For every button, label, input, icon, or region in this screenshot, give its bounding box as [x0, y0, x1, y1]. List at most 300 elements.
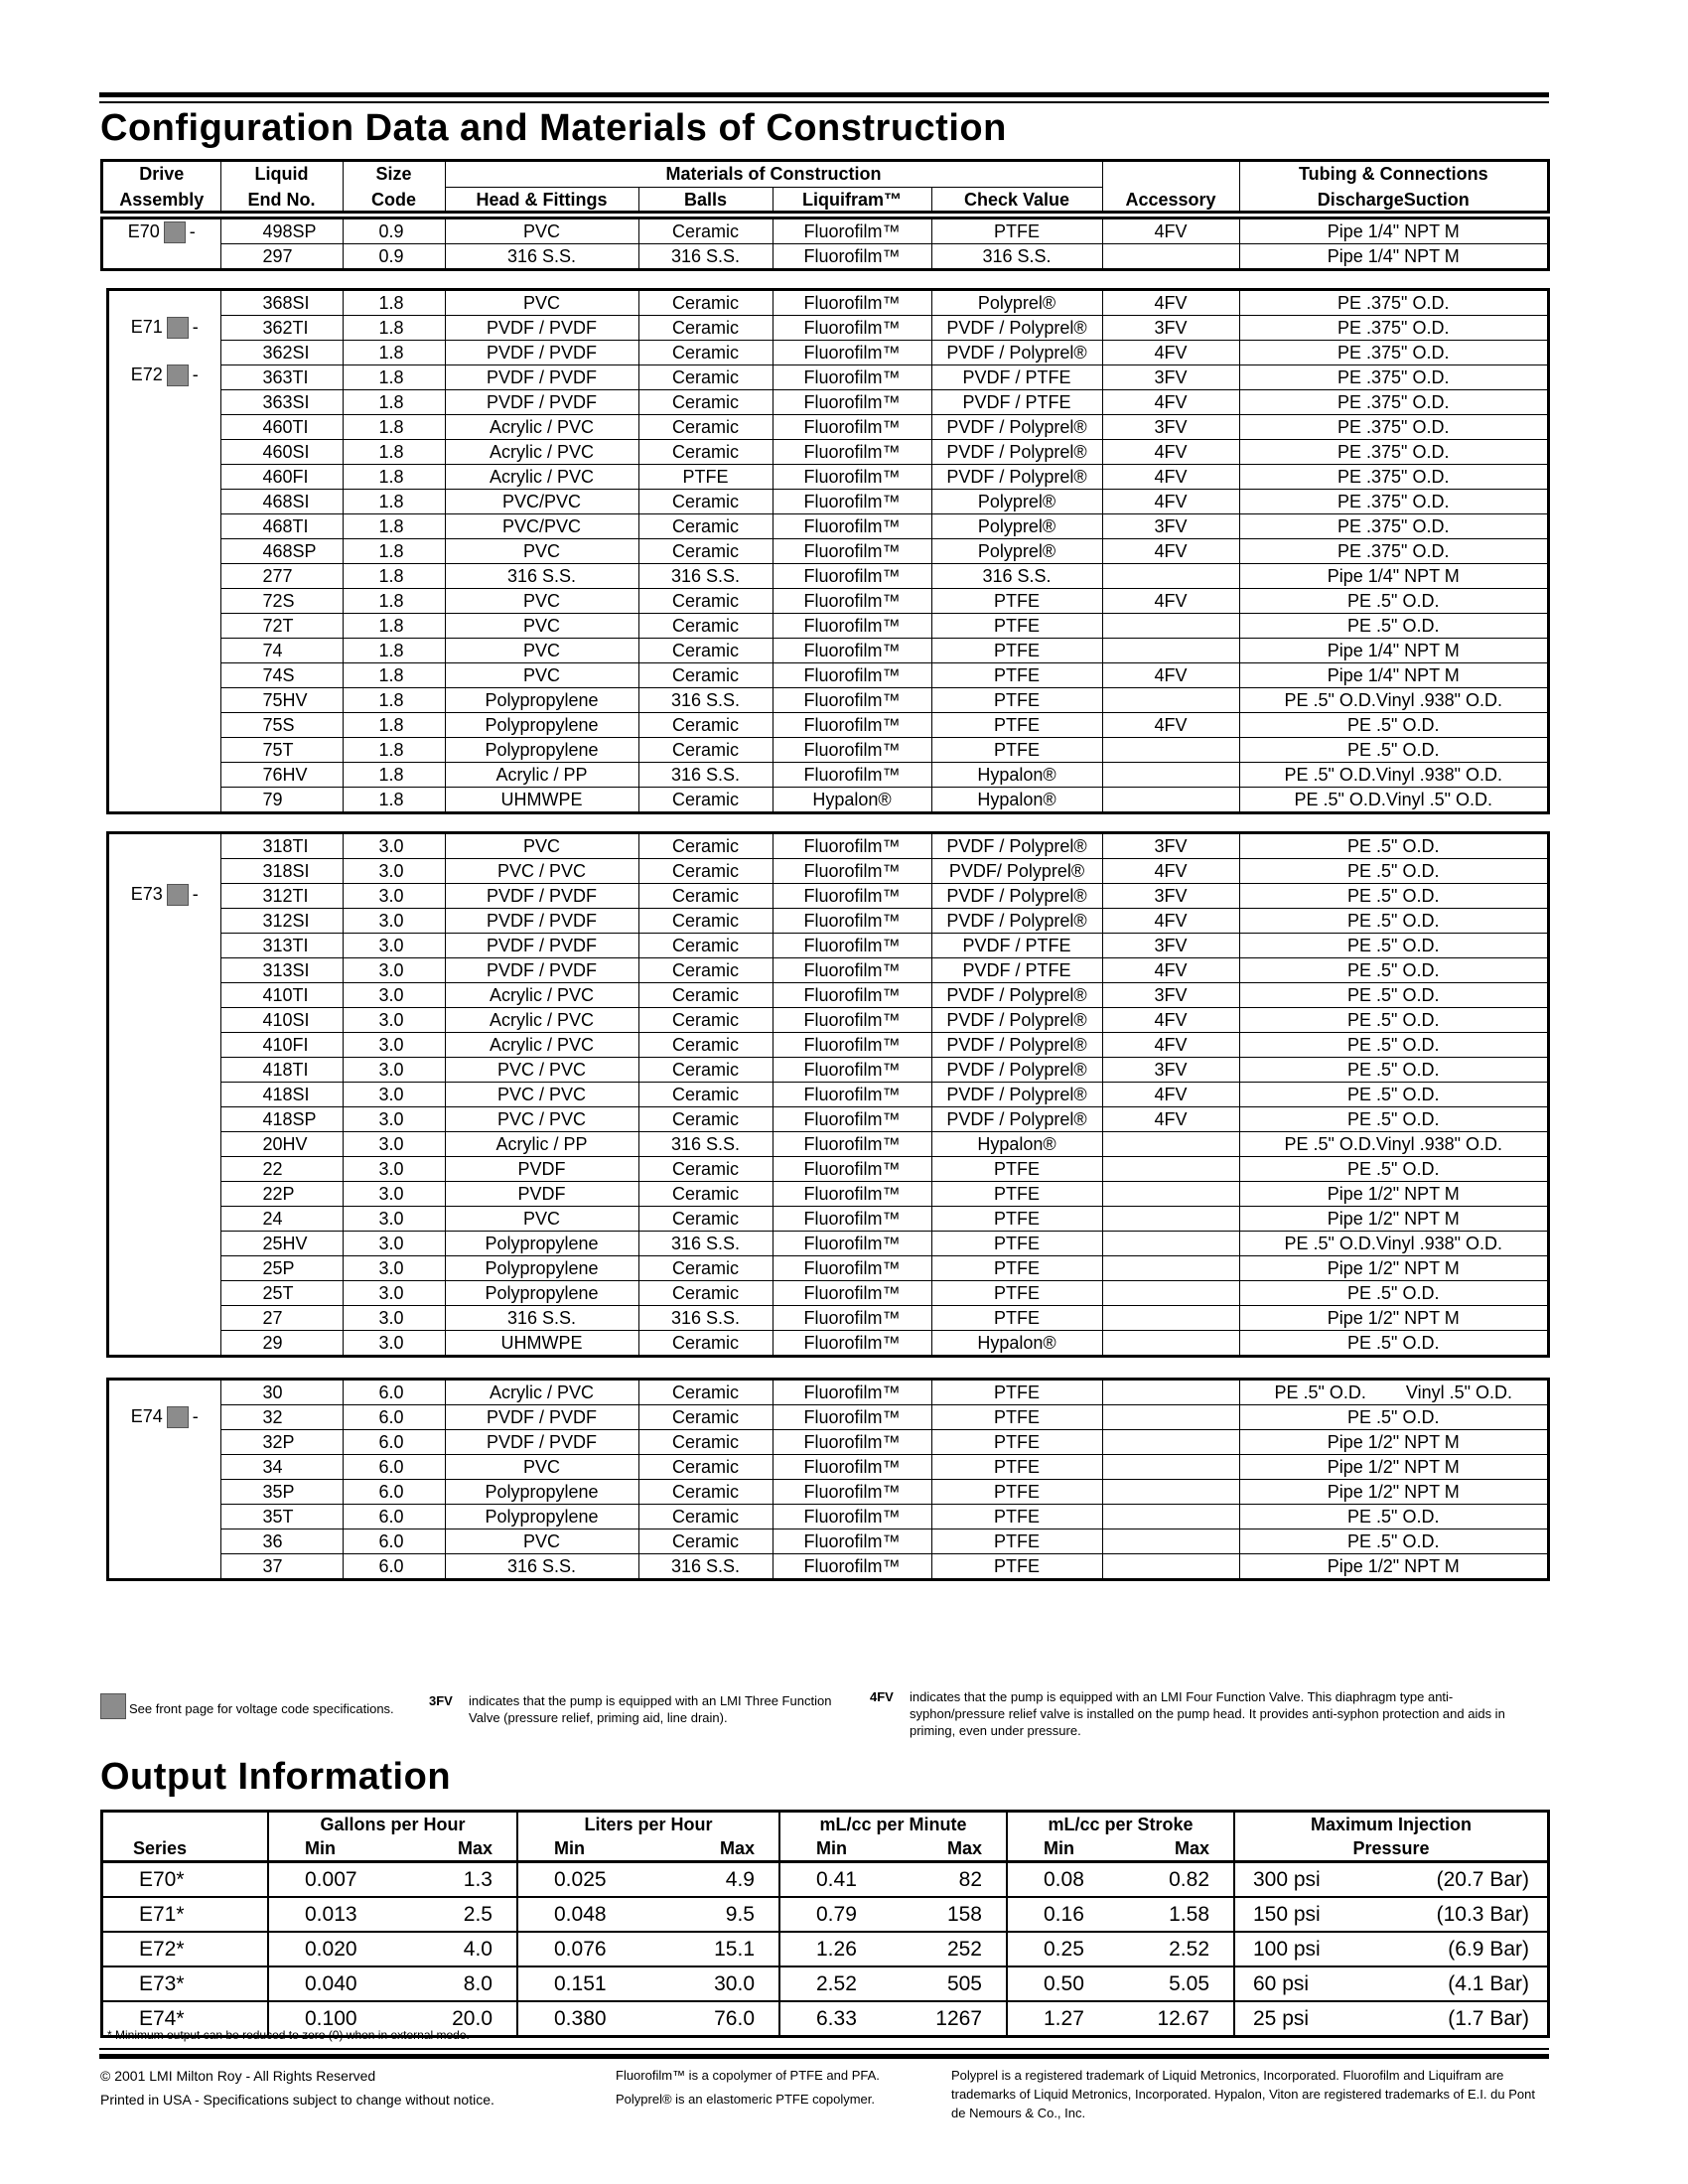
balls-cell: Ceramic [638, 934, 773, 958]
tubing-cell: Pipe 1/4" NPT M [1239, 564, 1547, 589]
output-max-cell: 76.0 [652, 2001, 779, 2035]
table-row [109, 834, 1547, 859]
voltage-swatch-icon [167, 317, 189, 339]
table-row [109, 1480, 1547, 1505]
tubing-cell: PE .5" O.D. [1239, 1083, 1547, 1107]
accessory-cell: 4FV [1102, 713, 1239, 738]
size-code-cell: 6.0 [343, 1529, 445, 1554]
size-code-cell: 6.0 [343, 1405, 445, 1430]
liquid-end-cell: 29 [220, 1331, 343, 1356]
head-fittings-cell: PVC [445, 291, 638, 316]
accessory-cell: 4FV [1102, 1107, 1239, 1132]
head-fittings-cell: Polypropylene [445, 713, 638, 738]
table-row [109, 688, 1547, 713]
size-code-cell: 3.0 [343, 1331, 445, 1356]
accessory-cell [1102, 1331, 1239, 1356]
voltage-swatch-icon [164, 221, 186, 243]
size-code-cell: 1.8 [343, 390, 445, 415]
liquifram-cell: Fluorofilm™ [773, 1256, 931, 1281]
table-row [109, 1008, 1547, 1033]
table-row [109, 1132, 1547, 1157]
table-row [103, 244, 1547, 269]
liquifram-cell: Fluorofilm™ [773, 440, 931, 465]
header-liquid: Liquid [220, 162, 343, 188]
output-max-cell: 158 [895, 1897, 1007, 1932]
head-fittings-cell: Acrylic / PP [445, 763, 638, 788]
accessory-cell: 4FV [1102, 219, 1239, 244]
check-valve-cell: PVDF / Polyprel® [931, 316, 1102, 341]
liquifram-cell: Fluorofilm™ [773, 1182, 931, 1207]
head-fittings-cell: PVC [445, 1529, 638, 1554]
check-valve-cell: PVDF / PTFE [931, 365, 1102, 390]
size-code-cell: 1.8 [343, 564, 445, 589]
liquid-end-cell: 418TI [220, 1058, 343, 1083]
size-code-cell: 3.0 [343, 958, 445, 983]
balls-cell: 316 S.S. [638, 1232, 773, 1256]
drive-assembly-cell [109, 291, 220, 811]
liquifram-cell: Fluorofilm™ [773, 1008, 931, 1033]
fv3-label: 3FV [429, 1693, 453, 1708]
liquid-end-cell: 35T [220, 1505, 343, 1529]
liquid-end-cell: 72T [220, 614, 343, 639]
size-code-cell: 3.0 [343, 1033, 445, 1058]
accessory-cell [1102, 1505, 1239, 1529]
check-valve-cell: PTFE [931, 639, 1102, 663]
accessory-cell: 4FV [1102, 909, 1239, 934]
header-assembly: Assembly [103, 188, 220, 214]
balls-cell: Ceramic [638, 341, 773, 365]
liquifram-cell: Fluorofilm™ [773, 983, 931, 1008]
tubing-cell: PE .5" O.D. [1239, 1529, 1547, 1554]
table-row [109, 884, 1547, 909]
liquifram-cell: Fluorofilm™ [773, 738, 931, 763]
liquid-end-cell: 318TI [220, 834, 343, 859]
balls-cell: Ceramic [638, 589, 773, 614]
tubing-cell: PE .5" O.D. [1239, 1281, 1547, 1306]
head-fittings-cell: PVDF / PVDF [445, 341, 638, 365]
bottom-rule-thin [99, 2048, 1549, 2050]
header-materials: Materials of Construction [445, 162, 1102, 188]
head-fittings-cell: 316 S.S. [445, 1554, 638, 1579]
head-fittings-cell: Polypropylene [445, 1505, 638, 1529]
balls-cell: Ceramic [638, 834, 773, 859]
tubing-cell: PE .375" O.D. [1239, 415, 1547, 440]
table-row [109, 639, 1547, 663]
check-valve-cell: PTFE [931, 614, 1102, 639]
balls-cell: Ceramic [638, 1281, 773, 1306]
liquid-end-cell: 362TI [220, 316, 343, 341]
head-fittings-cell: PVC [445, 614, 638, 639]
liquid-end-cell: 468TI [220, 514, 343, 539]
tubing-cell: PE .375" O.D. [1239, 514, 1547, 539]
table-row [109, 1107, 1547, 1132]
table-row [109, 763, 1547, 788]
tubing-cell: PE .5" O.D. [1239, 983, 1547, 1008]
head-fittings-cell: PVC [445, 589, 638, 614]
head-fittings-cell: Acrylic / PVC [445, 1381, 638, 1405]
balls-cell: Ceramic [638, 1480, 773, 1505]
tubing-cell: Pipe 1/2" NPT M [1239, 1455, 1547, 1480]
output-max-header: Max [1122, 1836, 1234, 1862]
check-valve-cell: Polyprel® [931, 291, 1102, 316]
table-row [103, 1932, 1547, 1966]
output-series-cell: E72* [103, 1932, 268, 1966]
printed: Printed in USA - Specifications subject to change without notice. [100, 2092, 494, 2108]
liquid-end-cell: 20HV [220, 1132, 343, 1157]
head-fittings-cell: Polypropylene [445, 1281, 638, 1306]
head-fittings-cell: PVDF / PVDF [445, 365, 638, 390]
top-rule-thick [99, 92, 1549, 97]
liquid-end-cell: 76HV [220, 763, 343, 788]
accessory-cell [1102, 763, 1239, 788]
check-valve-cell: PVDF / Polyprel® [931, 440, 1102, 465]
head-fittings-cell: PVDF / PVDF [445, 316, 638, 341]
liquid-end-cell: 27 [220, 1306, 343, 1331]
accessory-cell: 4FV [1102, 663, 1239, 688]
balls-cell: Ceramic [638, 316, 773, 341]
liquid-end-cell: 75HV [220, 688, 343, 713]
drive-code: E71 [130, 317, 163, 337]
accessory-cell: 3FV [1102, 884, 1239, 909]
liquid-end-cell: 312SI [220, 909, 343, 934]
tubing-cell: PE .5" O.D.Vinyl .938" O.D. [1239, 1132, 1547, 1157]
check-valve-cell: PTFE [931, 1256, 1102, 1281]
header-size: Size [343, 162, 445, 188]
output-max-cell: 4.0 [392, 1932, 517, 1966]
accessory-cell: 3FV [1102, 514, 1239, 539]
accessory-cell: 3FV [1102, 365, 1239, 390]
liquifram-cell: Fluorofilm™ [773, 1455, 931, 1480]
check-valve-cell: PTFE [931, 1455, 1102, 1480]
liquid-end-cell: 25HV [220, 1232, 343, 1256]
head-fittings-cell: PVC [445, 639, 638, 663]
balls-cell: Ceramic [638, 1381, 773, 1405]
accessory-cell [1102, 1182, 1239, 1207]
output-max-cell: 505 [895, 1966, 1007, 2001]
tubing-cell: PE .375" O.D. [1239, 465, 1547, 490]
pressure-bar: (4.1 Bar) [1448, 1971, 1529, 1995]
accessory-cell: 4FV [1102, 465, 1239, 490]
output-max-cell: 20.0 [392, 2001, 517, 2035]
liquifram-cell: Fluorofilm™ [773, 1157, 931, 1182]
size-code-cell: 1.8 [343, 639, 445, 663]
size-code-cell: 3.0 [343, 1182, 445, 1207]
accessory-cell: 3FV [1102, 983, 1239, 1008]
size-code-cell: 6.0 [343, 1554, 445, 1579]
size-code-cell: 3.0 [343, 983, 445, 1008]
check-valve-cell: PTFE [931, 1306, 1102, 1331]
table-row [109, 1182, 1547, 1207]
liquifram-cell: Fluorofilm™ [773, 539, 931, 564]
output-max-cell: 12.67 [1122, 2001, 1234, 2035]
size-code-cell: 3.0 [343, 1306, 445, 1331]
output-pressure-cell [1234, 1862, 1547, 1898]
liquifram-cell: Fluorofilm™ [773, 1207, 931, 1232]
tubing-cell: PE .5" O.D. [1347, 1333, 1440, 1353]
head-fittings-cell: PVC [445, 1455, 638, 1480]
output-min-cell: 0.048 [517, 1897, 652, 1932]
balls-cell: Ceramic [638, 909, 773, 934]
balls-cell: Ceramic [638, 884, 773, 909]
accessory-cell: 3FV [1102, 316, 1239, 341]
config-section [100, 217, 1550, 271]
size-code-cell: 6.0 [343, 1381, 445, 1405]
balls-cell: Ceramic [638, 1008, 773, 1033]
fluorofilm-note: Fluorofilm™ is a copolymer of PTFE and PFA. [616, 2068, 880, 2083]
liquifram-cell: Fluorofilm™ [773, 1083, 931, 1107]
drive-dash: - [192, 317, 199, 337]
liquifram-cell: Fluorofilm™ [773, 834, 931, 859]
liquid-end-cell: 25P [220, 1256, 343, 1281]
size-code-cell: 1.8 [343, 539, 445, 564]
voltage-swatch-icon [167, 884, 189, 906]
table-row [109, 909, 1547, 934]
liquifram-cell: Fluorofilm™ [773, 465, 931, 490]
head-fittings-cell: PVC [445, 539, 638, 564]
size-code-cell: 1.8 [343, 738, 445, 763]
balls-cell: Ceramic [638, 291, 773, 316]
head-fittings-cell: PVDF / PVDF [445, 390, 638, 415]
check-valve-cell: PVDF / PTFE [931, 390, 1102, 415]
check-valve-cell: Polyprel® [931, 490, 1102, 514]
output-pressure-cell [1234, 1966, 1547, 2001]
check-valve-cell: PVDF / Polyprel® [931, 909, 1102, 934]
head-fittings-cell: PVC [445, 1207, 638, 1232]
head-fittings-cell: Polypropylene [445, 1480, 638, 1505]
balls-cell: PTFE [638, 465, 773, 490]
output-max-cell: 82 [895, 1862, 1007, 1898]
output-group-gph: Gallons per Hour [268, 1813, 517, 1836]
liquifram-cell: Fluorofilm™ [773, 1306, 931, 1331]
accessory-cell: 3FV [1102, 934, 1239, 958]
size-code-cell: 1.8 [343, 440, 445, 465]
head-fittings-cell: PVC/PVC [445, 490, 638, 514]
head-fittings-cell: 316 S.S. [445, 564, 638, 589]
accessory-cell: 4FV [1102, 1033, 1239, 1058]
accessory-cell [1102, 788, 1239, 812]
drive-assembly-label [109, 1404, 220, 1428]
balls-cell: 316 S.S. [638, 564, 773, 589]
size-code-cell: 6.0 [343, 1480, 445, 1505]
balls-cell: Ceramic [638, 614, 773, 639]
drive-assembly-label [103, 219, 220, 243]
output-pressure-header: Pressure [1234, 1836, 1547, 1862]
accessory-cell: 4FV [1102, 1008, 1239, 1033]
pressure-psi: 300 psi [1253, 1867, 1321, 1891]
balls-cell: Ceramic [638, 663, 773, 688]
balls-cell: Ceramic [638, 713, 773, 738]
size-code-cell: 3.0 [343, 1008, 445, 1033]
check-valve-cell: PTFE [931, 1182, 1102, 1207]
liquifram-cell: Fluorofilm™ [773, 316, 931, 341]
balls-cell: Ceramic [638, 1058, 773, 1083]
header-liquifram: Liquifram™ [773, 188, 931, 214]
balls-cell: Ceramic [638, 1529, 773, 1554]
balls-cell: Ceramic [638, 1256, 773, 1281]
balls-cell: Ceramic [638, 788, 773, 812]
head-fittings-cell: 316 S.S. [445, 244, 638, 269]
head-fittings-cell: Polypropylene [445, 688, 638, 713]
header-balls: Balls [638, 188, 773, 214]
accessory-cell [1102, 1381, 1239, 1405]
check-valve-cell: PVDF / Polyprel® [931, 1008, 1102, 1033]
liquid-end-cell: 410TI [220, 983, 343, 1008]
header-discharge: DischargeSuction [1317, 189, 1470, 210]
check-valve-cell: PTFE [931, 1505, 1102, 1529]
liquid-end-cell: 25T [220, 1281, 343, 1306]
table-row [109, 291, 1547, 316]
size-code-cell: 3.0 [343, 1256, 445, 1281]
liquid-end-cell: 74S [220, 663, 343, 688]
balls-cell: 316 S.S. [638, 688, 773, 713]
tubing-cell: PE .5" O.D. [1239, 589, 1547, 614]
accessory-cell [1102, 1207, 1239, 1232]
check-valve-cell: PVDF / PTFE [931, 958, 1102, 983]
tubing-cell: PE .5" O.D. [1239, 1058, 1547, 1083]
output-min-cell: 1.27 [1044, 2006, 1084, 2030]
drive-code: E74 [130, 1406, 163, 1426]
output-pressure-cell [1234, 1932, 1547, 1966]
liquifram-cell: Fluorofilm™ [773, 1554, 931, 1579]
head-fittings-cell: Polypropylene [445, 1232, 638, 1256]
head-fittings-cell: PVDF / PVDF [445, 884, 638, 909]
head-fittings-cell: Polypropylene [445, 738, 638, 763]
check-valve-cell: PTFE [931, 1430, 1102, 1455]
top-rule-thin [99, 101, 1549, 103]
balls-cell: Ceramic [638, 1157, 773, 1182]
pressure-psi: 60 psi [1253, 1971, 1310, 1995]
output-max-cell: 15.1 [652, 1932, 779, 1966]
liquid-end-cell: 36 [220, 1529, 343, 1554]
config-table-header [100, 159, 1550, 214]
accessory-cell: 4FV [1102, 390, 1239, 415]
liquifram-cell: Fluorofilm™ [773, 688, 931, 713]
pressure-psi: 25 psi [1253, 2006, 1310, 2030]
balls-cell: 316 S.S. [638, 1132, 773, 1157]
output-max-cell: 1.58 [1122, 1897, 1234, 1932]
balls-cell: Ceramic [638, 415, 773, 440]
liquid-end-cell: 318SI [220, 859, 343, 884]
size-code-cell: 1.8 [343, 589, 445, 614]
liquifram-cell: Fluorofilm™ [773, 1430, 931, 1455]
tubing-cell: PE .5" O.D. [1239, 834, 1547, 859]
table-row [109, 934, 1547, 958]
tubing-cell: PE .5" O.D. [1239, 958, 1547, 983]
swatch-icon [100, 1693, 126, 1719]
liquid-end-cell: 410FI [220, 1033, 343, 1058]
size-code-cell: 1.8 [343, 341, 445, 365]
tubing-cell: PE .5" O.D. [1239, 934, 1547, 958]
balls-cell: Ceramic [638, 1455, 773, 1480]
copyright: © 2001 LMI Milton Roy - All Rights Reserved [100, 2068, 376, 2084]
output-series-blank [103, 1813, 268, 1836]
check-valve-cell: PVDF/ Polyprel® [931, 859, 1102, 884]
table-row [109, 859, 1547, 884]
head-fittings-cell: Acrylic / PP [445, 1132, 638, 1157]
balls-cell: Ceramic [638, 1033, 773, 1058]
tubing-cell: PE .5" O.D. [1239, 1107, 1547, 1132]
accessory-cell [1102, 1480, 1239, 1505]
output-min-cell: 0.79 [779, 1897, 895, 1932]
tubing-cell: PE .5" O.D. [1239, 1505, 1547, 1529]
head-fittings-cell: PVDF / PVDF [445, 958, 638, 983]
tubing-cell: PE .5" O.D. [1239, 1033, 1547, 1058]
drive-dash: - [192, 884, 199, 904]
liquifram-cell: Fluorofilm™ [773, 884, 931, 909]
tubing-cell: PE .5" O.D. [1239, 859, 1547, 884]
header-head: Head & Fittings [445, 188, 638, 214]
accessory-cell [1102, 1232, 1239, 1256]
tubing-cell: PE .5" O.D.Vinyl .5" O.D. [1294, 790, 1492, 809]
pressure-psi: 100 psi [1253, 1937, 1321, 1961]
liquid-end-cell: 35P [220, 1480, 343, 1505]
fv3-note: indicates that the pump is equipped with an LMI Three Function Valve (pressure relief, priming aid, line drain). [469, 1693, 832, 1725]
liquifram-cell: Hypalon® [773, 788, 931, 812]
balls-cell: Ceramic [638, 490, 773, 514]
liquifram-cell: Fluorofilm™ [773, 390, 931, 415]
check-valve-cell: PTFE [931, 1281, 1102, 1306]
size-code-cell: 3.0 [343, 1207, 445, 1232]
accessory-cell [1102, 1529, 1239, 1554]
tubing-cell: PE .5" O.D. Vinyl .5" O.D. [1239, 1381, 1547, 1405]
tubing-cell: PE .5" O.D. [1239, 1157, 1547, 1182]
accessory-cell [1102, 688, 1239, 713]
balls-cell: Ceramic [638, 859, 773, 884]
table-row [109, 390, 1547, 415]
output-max-cell: 1.3 [392, 1862, 517, 1898]
head-fittings-cell: PVDF / PVDF [445, 1405, 638, 1430]
table-row [109, 1331, 1547, 1356]
check-valve-cell: Hypalon® [931, 1331, 1102, 1356]
tubing-cell: Pipe 1/2" NPT M [1239, 1182, 1547, 1207]
output-max-cell: 8.0 [392, 1966, 517, 2001]
head-fittings-cell: PVC / PVC [445, 1083, 638, 1107]
voltage-swatch-icon [167, 1406, 189, 1428]
table-row [109, 958, 1547, 983]
output-min-header: Min [779, 1836, 895, 1862]
drive-assembly-label [109, 882, 220, 906]
size-code-cell: 3.0 [343, 834, 445, 859]
check-valve-cell: Hypalon® [931, 1132, 1102, 1157]
tubing-cell: PE .5" O.D. [1239, 738, 1547, 763]
balls-cell: Ceramic [638, 738, 773, 763]
liquifram-cell: Fluorofilm™ [773, 663, 931, 688]
size-code-cell: 6.0 [343, 1430, 445, 1455]
drive-dash: - [192, 1406, 199, 1426]
check-valve-cell: PVDF / Polyprel® [931, 1033, 1102, 1058]
output-footnote: * Minimum output can be reduced to zero (0) when in external mode. [107, 2028, 470, 2042]
head-fittings-cell: Acrylic / PVC [445, 1033, 638, 1058]
drive-assembly-label [109, 363, 220, 386]
tubing-cell: PE .375" O.D. [1239, 365, 1547, 390]
output-group-lph: Liters per Hour [517, 1813, 779, 1836]
header-tubing: Tubing & Connections [1298, 164, 1488, 185]
size-code-cell: 0.9 [343, 244, 445, 269]
check-valve-cell: PTFE [931, 1207, 1102, 1232]
output-min-cell: 0.151 [517, 1966, 652, 2001]
tubing-cell: PE .5" O.D. [1239, 884, 1547, 909]
size-code-cell: 1.8 [343, 465, 445, 490]
tubing-cell: PE .5" O.D.Vinyl .938" O.D. [1239, 1232, 1547, 1256]
table-row [109, 1554, 1547, 1579]
balls-cell: 316 S.S. [638, 763, 773, 788]
table-row [109, 1058, 1547, 1083]
output-group-pressure: Maximum Injection [1310, 1814, 1473, 1834]
liquid-end-cell: 363TI [220, 365, 343, 390]
liquifram-cell: Fluorofilm™ [773, 1033, 931, 1058]
output-group-mlmin: mL/cc per Minute [779, 1813, 1007, 1836]
liquid-end-cell: 368SI [220, 291, 343, 316]
